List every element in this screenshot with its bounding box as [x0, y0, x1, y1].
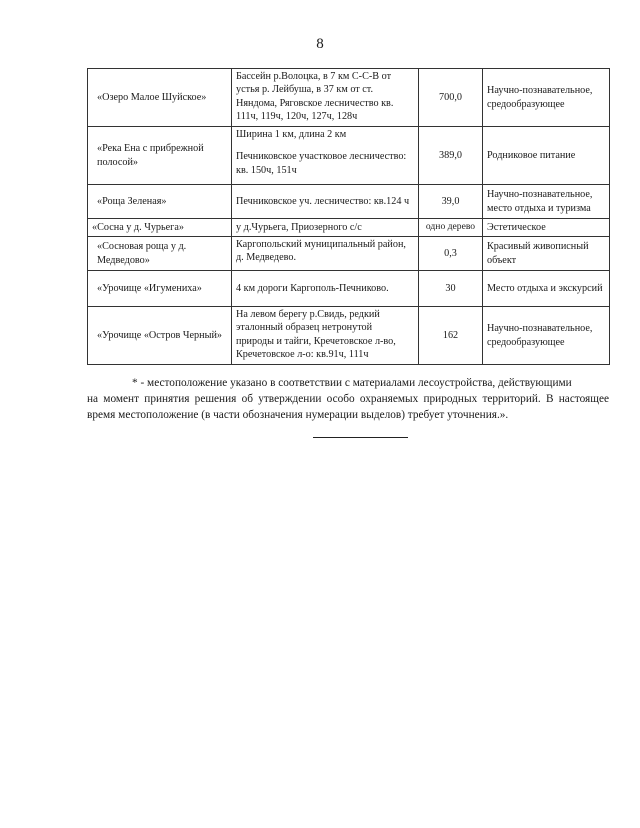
location-line: 4 км дороги Каргополь-Печниково. [236, 283, 389, 295]
page-number: 8 [316, 36, 324, 52]
area-name: «Урочище «Игумениха» [88, 271, 232, 307]
location-line: Печниковское уч. лесничество: кв.124 ч [236, 196, 410, 208]
table-row [88, 185, 610, 219]
location-line: Кречетовское л-о: кв.91ч, 111ч [236, 348, 369, 360]
table-row [88, 69, 610, 127]
location-line: кв. 150ч, 151ч [236, 164, 297, 176]
location-line: эталонный образец нетронутой [236, 322, 373, 334]
area-size: 162 [419, 307, 483, 365]
area-location [232, 307, 419, 365]
area-location [232, 237, 419, 271]
table-row [88, 237, 610, 271]
table-row [88, 219, 610, 237]
table-row [88, 307, 610, 365]
location-line: Бассейн р.Волоцка, в 7 км С-С-В от [236, 71, 392, 82]
area-name: «Река Ена с прибрежной полосой» [88, 127, 232, 185]
area-purpose: Эстетическое [483, 219, 610, 237]
area-purpose: Место отдыха и экскурсий [483, 271, 610, 307]
area-size: 0,3 [419, 237, 483, 271]
area-name: «Роща Зеленая» [88, 185, 232, 219]
footnote [87, 375, 609, 423]
location-line: Ширина 1 км, длина 2 км [236, 129, 347, 140]
area-purpose: Научно-познавательное, средообразующее [483, 69, 610, 127]
location-line: у д.Чурьега, Приозерного с/с [236, 222, 362, 234]
area-size: 30 [419, 271, 483, 307]
area-purpose: Родниковое питание [483, 127, 610, 185]
table-row [88, 127, 610, 185]
area-location [232, 127, 419, 185]
footnote-text: на момент принятия решения об утверждении особо охраняемых природных территорий. В настоящее время местоположение (в части обозначения нумерации выделов) требует уточнения.». [87, 393, 609, 422]
area-size: одно дерево [419, 219, 483, 237]
area-name: «Сосна у д. Чурьега» [88, 219, 232, 237]
area-purpose: Научно-познавательное, средообразующее [483, 307, 610, 365]
location-line: д. Медведево. [236, 252, 296, 264]
closing-rule [313, 437, 408, 438]
area-size: 389,0 [419, 127, 483, 185]
area-location [232, 69, 419, 127]
location-line: природы и тайги, Кречетовское л-во, [236, 335, 396, 347]
location-line: Каргопольский муниципальный район, [236, 239, 406, 250]
location-line: устья р. Лейбуша, в 37 км от ст. [236, 84, 374, 96]
protected-areas-table [87, 68, 610, 365]
area-name: «Урочище «Остров Черный» [88, 307, 232, 365]
location-line: На левом берегу р.Свидь, редкий [236, 309, 380, 320]
area-location [232, 185, 419, 219]
area-location [232, 271, 419, 307]
table-row [88, 271, 610, 307]
location-line: 111ч, 119ч, 120ч, 127ч, 128ч [236, 110, 358, 122]
area-size: 39,0 [419, 185, 483, 219]
location-line: Печниковское участковое лесничество: [236, 151, 407, 163]
footnote-first-line: * - местоположение указано в соответствии с материалами лесоустройства, действующими [132, 377, 572, 389]
area-name: «Сосновая роща у д. Медведово» [88, 237, 232, 271]
area-name: «Озеро Малое Шуйское» [88, 69, 232, 127]
area-purpose: Научно-познавательное, место отдыха и туризма [483, 185, 610, 219]
area-location [232, 219, 419, 237]
area-size: 700,0 [419, 69, 483, 127]
location-line: Няндома, Ряговское лесничество кв. [236, 97, 394, 109]
area-purpose: Красивый живописный объект [483, 237, 610, 271]
